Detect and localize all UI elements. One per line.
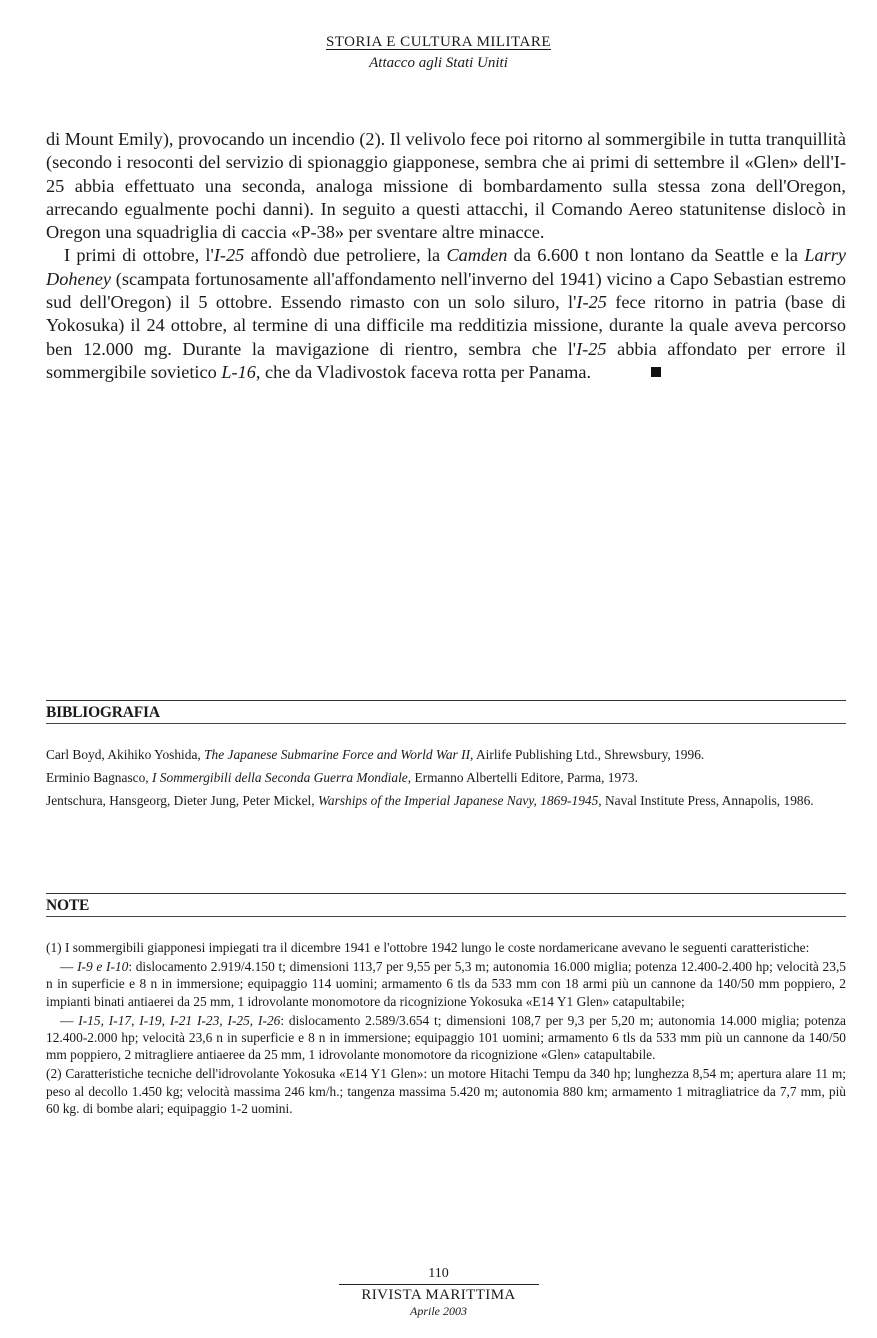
entry-title: The Japanese Submarine Force and World War II xyxy=(204,747,471,762)
text-span: , che da Vladivostok faceva rotta per Panama. xyxy=(255,361,592,382)
entry-authors: Jentschura, Hansgeorg, Dieter Jung, Peter Mickel, xyxy=(46,793,318,808)
notes-section xyxy=(46,893,846,1119)
entry-publisher: , Naval Institute Press, Annapolis, 1986. xyxy=(598,793,814,808)
ship-name: I-25 xyxy=(576,292,607,313)
ship-name: Larry Doheney xyxy=(46,245,846,289)
issue-date: Aprile 2003 xyxy=(410,1304,467,1318)
text-span: I primi di ottobre, l' xyxy=(64,245,214,266)
dash: — xyxy=(60,1012,79,1028)
divider xyxy=(339,1284,539,1285)
dash: — xyxy=(60,959,78,975)
note-text: : dislocamento 2.919/4.150 t; dimensioni 113,7 per 9,55 per 5,3 m; autonomia 16.000 miglia; potenza 12.400-2.400 hp; velocità 23,5 n in superficie e 8 n in immersione; equipaggio 114 uomini; armamento 6 tls da 533 mm con 18 armi più un cannone da 140/50 mm poppiero, 2 impianti binati antiaerei da 25 mm, 1 idrovolante monomotore da ricognizione Yokosuka «E14 Y1 Glen» catapultabile; xyxy=(46,959,846,1009)
ship-class: I-15, I-17, I-19, I-21 I-23, I-25, I-26 xyxy=(78,1012,281,1028)
text-span: affondò due petroliere, la xyxy=(244,245,447,266)
ship-name: Camden xyxy=(446,245,508,266)
divider xyxy=(46,893,846,894)
bibliography-heading: BIBLIOGRAFIA xyxy=(46,704,176,724)
bibliography-list xyxy=(46,746,846,809)
ship-name: L-16 xyxy=(221,361,256,382)
entry-title: Warships of the Imperial Japanese Navy, 1869-1945 xyxy=(317,793,599,808)
article-body xyxy=(46,128,846,384)
note-1-item xyxy=(46,958,846,1010)
bibliography-entry xyxy=(46,769,846,786)
text-span: da 6.600 t non lontano da Seattle e la xyxy=(507,245,805,266)
running-header xyxy=(0,34,877,72)
entry-publisher: , Ermanno Albertelli Editore, Parma, 1973. xyxy=(407,770,638,785)
ship-name: I-25 xyxy=(576,338,607,359)
divider xyxy=(46,916,846,917)
entry-authors: Carl Boyd, Akihiko Yoshida, xyxy=(46,747,205,762)
paragraph-1: di Mount Emily), provocando un incendio (2). Il velivolo fece poi ritorno al sommergibile in tutta tranquillità (secondo i resoconti del servizio di spionaggio giapponese, sembra che ai primi di settembre il «Glen» dell'I-25 abbia effettuato una seconda, analoga missione di bombardamento sulla stessa zona dell'Oregon, arrecando egualmente pochi danni). In seguito a questi attacchi, il Comando Aereo statunitense dislocò in Oregon una squadriglia di caccia «P-38» per sventare altre minacce. xyxy=(46,129,846,243)
bibliography-entry xyxy=(46,746,846,763)
bibliography-section xyxy=(46,700,846,815)
entry-authors: Erminio Bagnasco, xyxy=(46,770,152,785)
entry-publisher: , Airlife Publishing Ltd., Shrewsbury, 1996. xyxy=(470,747,705,762)
journal-name: RIVISTA MARITTIMA xyxy=(361,1287,516,1303)
article-title: Attacco agli Stati Uniti xyxy=(369,55,508,71)
notes-heading: NOTE xyxy=(46,897,106,917)
text-span: (scampata fortunosamente all'affondamento nell'inverno del 1941) vicino a Capo Sebastian estremo sud dell'Oregon) il 5 ottobre. Essendo rimasto con un solo siluro, l' xyxy=(46,268,846,313)
page-number: 110 xyxy=(428,1266,449,1281)
section-title: STORIA E CULTURA MILITARE xyxy=(325,34,552,50)
text-span: abbia affondato per errore il sommergibile sovietico xyxy=(46,338,846,382)
note-2: (2) Caratteristiche tecniche dell'idrovolante Yokosuka «E14 Y1 Glen»: un motore Hitachi Tempu da 340 hp; lunghezza 8,54 m; apertura alare 11 m; peso al decollo 1.450 kg; velocità massima 246 km/h.; tangenza massima 5.420 m; autonomia 880 km; armamento 1 mitragliatrice da 7,7 mm, più 60 kg. di bombe alari; equipaggio 1-2 uomini. xyxy=(46,1066,846,1116)
ship-class: I-9 e I-10 xyxy=(77,959,129,975)
paragraph-2 xyxy=(46,244,846,384)
entry-title: I Sommergibili della Seconda Guerra Mondiale xyxy=(152,770,408,785)
divider xyxy=(46,723,846,724)
divider xyxy=(46,700,846,701)
note-1-item xyxy=(46,1012,846,1064)
ship-name: I-25 xyxy=(213,245,245,266)
page-footer xyxy=(0,1266,877,1319)
text-span: fece ritorno in patria (base di Yokosuka) il 24 ottobre, al termine di una difficile ma redditizia missione, durante la quale aveva percorso ben 12.000 mg. Durante la mavigazione di rientro, sembra che l' xyxy=(46,292,846,359)
end-of-article-icon xyxy=(651,367,661,377)
note-1-intro: (1) I sommergibili giapponesi impiegati tra il dicembre 1941 e l'ottobre 1942 lungo le coste nordamericane avevano le seguenti caratteristiche: xyxy=(46,940,810,955)
note-text: : dislocamento 2.589/3.654 t; dimensioni 108,7 per 9,3 per 5,20 m; autonomia 14.000 miglia; potenza 12.400-2.000 hp; velocità 23,6 n in superficie e 8 n in immersione; equipaggio 101 uomini; armamento 6 tls da 533 mm più un cannone da 140/50 mm poppiero, 2 mitragliere antiaeree da 25 mm, 1 idrovolante monomotore da ricognizione «Glen» catapultabile. xyxy=(46,1012,846,1063)
bibliography-entry xyxy=(46,792,846,809)
notes-list xyxy=(46,939,846,1117)
